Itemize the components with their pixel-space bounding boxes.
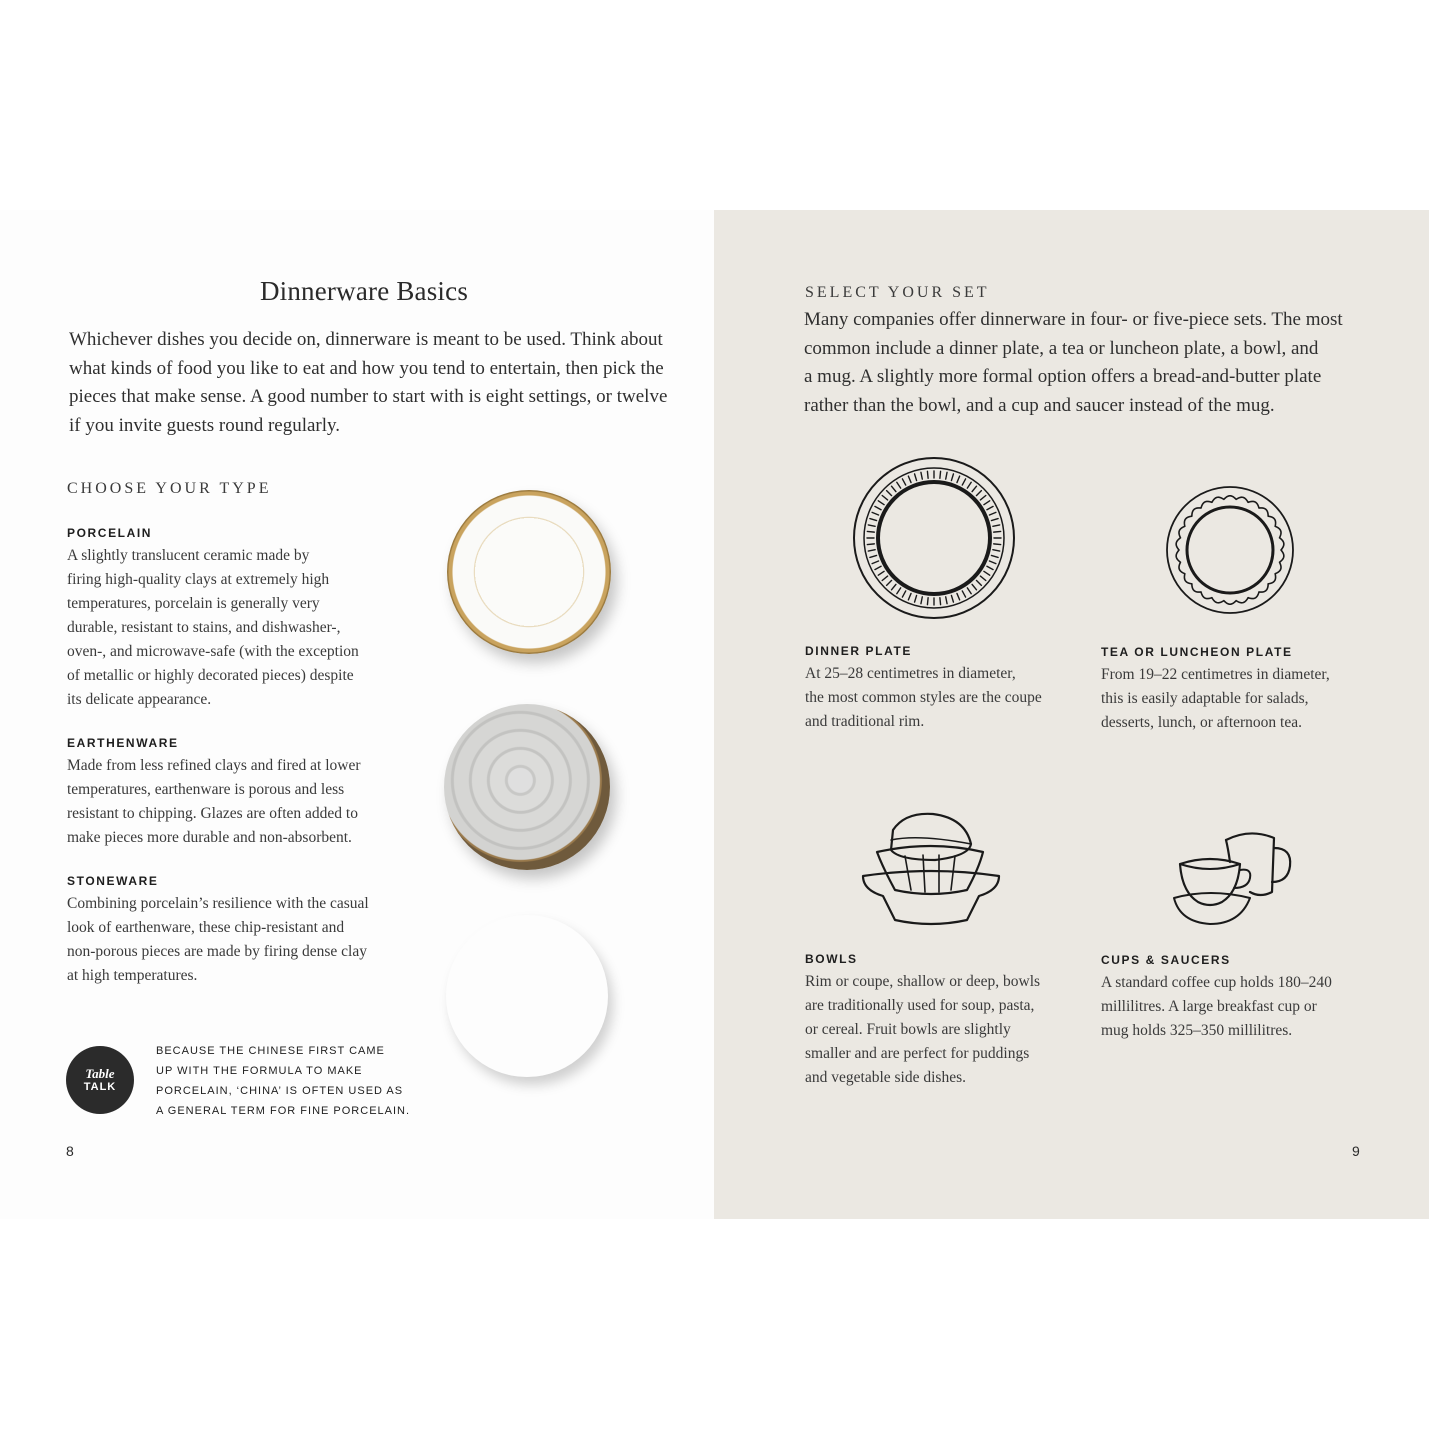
select-set-heading: SELECT YOUR SET	[805, 284, 990, 301]
rim-tick	[987, 506, 993, 509]
intro-paragraph: Whichever dishes you decide on, dinnerware is meant to be used. Think about what kinds of food you like to eat and how you tend to entertain, then pick the pieces that make sense. A good number to start with is eight settings, or twelve if you invite guests round regularly.	[69, 329, 668, 436]
rim-tick	[868, 525, 875, 526]
porcelain-text: A slightly translucent ceramic made by firing high-quality clays at extremely high temperatures, porcelain is generally very durable, resistant to stains, and dishwasher-, oven-, and microwave-safe (with the exception of metallic or highly decorated pieces) despite its delicate appearance.	[67, 547, 359, 708]
rim-tick	[872, 561, 878, 564]
rim-tick	[908, 476, 911, 482]
set-intro-paragraph: Many companies offer dinnerware in four- or five-piece sets. The most common include a dinner plate, a tea or luncheon plate, a bowl, and a mug. A slightly more formal option offers a bread-and-butter plate rather than the bowl, and a cup and saucer instead of the mug.	[804, 309, 1343, 416]
rim-tick	[946, 472, 947, 479]
rim-tick	[867, 531, 874, 532]
earthenware-text: Made from less refined clays and fired at lower temperatures, earthenware is porous and less resistant to chipping. Glazes are often added to make pieces more durable and non-absorbent.	[67, 757, 361, 846]
rim-tick	[897, 588, 901, 594]
rim-tick	[867, 544, 874, 545]
rim-tick	[927, 598, 928, 605]
dinner-plate-text: At 25–28 centimetres in diameter, the most common styles are the coupe and traditional rim.	[805, 665, 1042, 730]
rim-tick	[994, 531, 1001, 532]
stoneware-plate-image	[446, 915, 608, 1077]
right-page	[714, 210, 1429, 1219]
porcelain-plate-image	[447, 490, 611, 654]
choose-type-heading: CHOOSE YOUR TYPE	[67, 480, 272, 497]
rim-tick	[967, 482, 971, 488]
rim-tick	[993, 550, 1000, 551]
cups-saucers-text: A standard coffee cup holds 180–240 millilitres. A large breakfast cup or mug holds 325–350 millilitres.	[1101, 974, 1332, 1039]
rim-tick	[875, 566, 881, 569]
luncheon-plate-heading: TEA OR LUNCHEON PLATE	[1101, 645, 1293, 659]
rim-tick	[980, 576, 985, 580]
dinner-plate-heading: DINNER PLATE	[805, 644, 912, 658]
rim-tick	[991, 519, 998, 521]
rim-tick	[882, 496, 887, 500]
luncheon-plate-text: From 19–22 centimetres in diameter, this is easily adaptable for salads, desserts, lunch, or afternoon tea.	[1101, 666, 1330, 731]
rim-tick	[976, 491, 981, 496]
rim-tick	[868, 550, 875, 551]
stoneware-text: Combining porcelain’s resilience with the casual look of earthenware, these chip-resistant and non-porous pieces are made by firing dense clay at high temperatures.	[67, 895, 369, 984]
earthenware-plate-image	[444, 704, 610, 870]
page-number-right: 9	[1352, 1143, 1360, 1159]
bowls-icon	[859, 810, 1003, 930]
left-page	[0, 210, 714, 1219]
rim-tick	[878, 501, 884, 505]
rim-tick	[902, 591, 905, 597]
rim-tick	[875, 506, 881, 509]
rim-tick	[908, 593, 911, 599]
rim-tick	[940, 471, 941, 478]
dinner-plate-icon	[850, 454, 1018, 622]
rim-tick	[957, 476, 960, 482]
rim-tick	[962, 591, 965, 597]
rim-tick	[980, 496, 985, 500]
rim-tick	[878, 571, 884, 575]
rim-tick	[870, 555, 877, 557]
cups-saucers-heading: CUPS & SAUCERS	[1101, 953, 1231, 967]
luncheon-plate-icon	[1164, 484, 1296, 616]
rim-tick	[984, 571, 990, 575]
rim-tick	[870, 519, 877, 521]
rim-tick	[892, 486, 896, 491]
rim-tick	[987, 566, 993, 569]
page-number-left: 8	[66, 1143, 74, 1159]
rim-tick	[962, 479, 965, 485]
rim-tick	[921, 472, 922, 479]
bowls-heading: BOWLS	[805, 952, 858, 966]
rim-tick	[993, 525, 1000, 526]
rim-tick	[989, 512, 995, 515]
rim-tick	[902, 479, 905, 485]
rim-tick	[940, 598, 941, 605]
rim-tick	[897, 482, 901, 488]
rim-tick	[887, 491, 892, 496]
table-talk-badge: Table TALK	[66, 1046, 134, 1114]
rim-tick	[915, 474, 917, 481]
rim-tick	[921, 597, 922, 604]
rim-tick	[967, 588, 971, 594]
rim-tick	[927, 471, 928, 478]
earthenware-heading: EARTHENWARE	[67, 736, 179, 750]
rim-tick	[976, 580, 981, 585]
rim-tick	[946, 597, 947, 604]
rim-tick	[984, 501, 990, 505]
cup-and-saucer-icon	[1170, 822, 1294, 930]
rim-tick	[951, 595, 953, 602]
stoneware-heading: STONEWARE	[67, 874, 159, 888]
porcelain-heading: PORCELAIN	[67, 526, 153, 540]
book-spread	[0, 210, 1429, 1219]
page-title: Dinnerware Basics	[259, 276, 469, 306]
table-talk-note: BECAUSE THE CHINESE FIRST CAME UP WITH THE FORMULA TO MAKE PORCELAIN, ‘CHINA’ IS OFTEN USED AS A GENERAL TERM FOR FINE PORCELAIN.	[156, 1045, 411, 1117]
rim-tick	[951, 474, 953, 481]
rim-tick	[892, 584, 896, 589]
rim-tick	[915, 595, 917, 602]
rim-tick	[957, 593, 960, 599]
rim-tick	[887, 580, 892, 585]
rim-tick	[972, 584, 976, 589]
rim-tick	[989, 561, 995, 564]
rim-tick	[872, 512, 878, 515]
rim-tick	[972, 486, 976, 491]
rim-tick	[994, 544, 1001, 545]
bowls-text: Rim or coupe, shallow or deep, bowls are traditionally used for soup, pasta, or cereal. Fruit bowls are slightly smaller and are perfect for puddings and vegetable side dishes.	[805, 973, 1041, 1086]
rim-tick	[882, 576, 887, 580]
rim-tick	[991, 555, 998, 557]
